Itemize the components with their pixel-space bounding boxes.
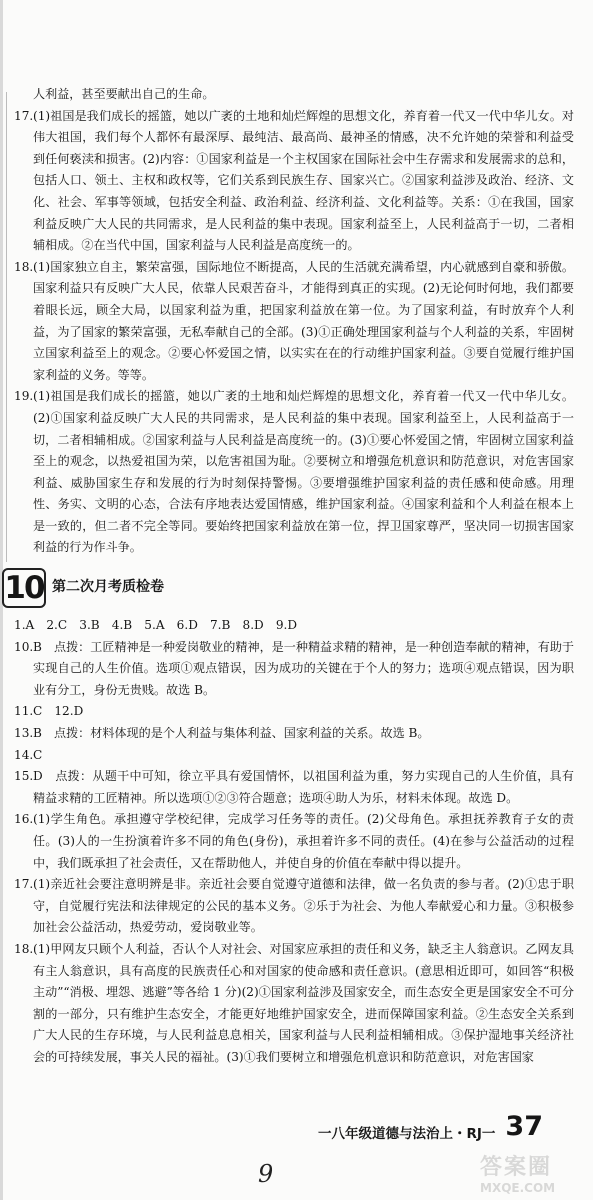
item-number: 18. <box>14 941 34 956</box>
answer-item-18b <box>14 939 574 1069</box>
item-number: 14. <box>14 747 34 762</box>
item-text: B 点拨：工匠精神是一种爱岗敬业的精神，是一种精益求精的精神，是一种创造奉献的精神，有助于实现自己的人生价值。选项①观点错误，因为成功的关键在于个人的努力；选项④观点错误，因为职业有分工，身份无贵贱。故选 B。 <box>33 639 575 697</box>
answer-item-19 <box>14 386 574 559</box>
item-number: 17. <box>14 108 34 123</box>
answer-item-18 <box>14 257 574 387</box>
answer-item-15 <box>14 766 574 809</box>
watermark-text-top: 答案圈 <box>480 1155 553 1180</box>
section-header <box>2 569 574 607</box>
item-text: B 点拨：材料体现的是个人利益与集体利益、国家利益的关系。故选 B。 <box>33 726 430 741</box>
item-number: 11. <box>14 704 34 719</box>
item-text: (1)祖国是我们成长的摇篮，她以广袤的土地和灿烂辉煌的思想文化，养育着一代又一代中华儿女。(2)①国家利益反映广大人民的共同需求，是人民利益的集中表现。国家利益至上，人民利益高于一切，二者相辅相成。②国家利益与人民利益是高度统一的。(3)①要心怀爱国之情，牢固树立国家利益至上的观念，以热爱祖国为荣，以危害祖国为耻。②要树立和增强危机意识和防范意识，对危害国家利益、威胁国家生存和发展的行为时刻保持警惕。③要增强维护国家利益的责任感和使命感。用理性、务实、文明的心态，合法有序地表达爱国情感，维护国家利益。④国家利益和个人利益在根本上是一致的，但二者不完全等同。要始终把国家利益放在第一位，捍卫国家尊严，坚决同一切损害国家利益的行为作斗争。 <box>33 389 574 555</box>
margin-rule <box>6 92 7 562</box>
item-text: C 12.D <box>33 704 84 719</box>
answer-item-17 <box>14 106 574 257</box>
item-text: (1)亲近社会要注意明辨是非。亲近社会要自觉遵守道德和法律，做一名负责的参与者。(2)①忠于职守，自觉履行宪法和法律规定的公民的基本义务。②乐于为社会、为他人奉献爱心和力量。③积极参加社会公益活动，热爱劳动，爱岗敬业等。 <box>33 877 574 935</box>
watermark-text-bottom: MXQE.COM <box>480 1181 556 1195</box>
item-number: 15. <box>14 769 34 784</box>
section-title: 第二次月考质检卷 <box>52 579 164 596</box>
item-text: (1)甲网友只顾个人利益，否认个人对社会、对国家应承担的责任和义务，缺乏主人翁意识。乙网友具有主人翁意识，具有高度的民族责任心和对国家的使命感和责任意识。(意思相近即可，如回答“积极主动”“消极、埋怨、逃避”等各给 1 分)(2)①国家利益涉及国家安全，而生态安全更是国家安全不可分割的一部分，只有维护生态安全，才能更好地维护国家安全，进而保障国家利益。②生态安全关系到广大人民的生存环境，与人民利益息息相关，国家利益与人民利益相辅相成。③保护湿地事关经济社会的可持续发展，事关人民的福祉。(3)①我们要树立和增强危机意识和防范意识，对危害国家 <box>33 941 574 1064</box>
answer-item-16 <box>14 809 574 874</box>
item-text: C <box>33 747 43 762</box>
answer-item-11 <box>14 701 574 723</box>
item-text: (1)国家独立自主，繁荣富强，国际地位不断提高，人民的生活就充满希望，内心就感到自豪和骄傲。国家利益只有反映广大人民，依靠人民艰苦奋斗，才能得到真正的实现。(2)无论何时何地，我们都要着眼长远，顾全大局，以国家利益为重，把国家利益放在第一位。为了国家利益，有时放弃个人利益，为了国家的繁荣富强，无私奉献自己的全部。(3)①正确处理国家利益与个人利益的关系，牢固树立国家利益至上的观念。②要心怀爱国之情，以实实在在的行动维护国家利益。③要自觉履行维护国家利益的义务。等等。 <box>33 259 574 382</box>
answer-item-10 <box>14 637 574 702</box>
item-text: D 点拨：从题干中可知，徐立平具有爱国情怀，以祖国利益为重，努力实现自己的人生价值，具有精益求精的工匠精神。所以选项①②③符合题意；选项④助人为乐，材料未体现。故选 D。 <box>33 769 574 805</box>
item-number: 19. <box>14 389 34 404</box>
page-number: 37 <box>505 1111 543 1142</box>
handwritten-mark: 9 <box>258 1160 274 1188</box>
item-number: 10. <box>14 639 34 654</box>
answer-list-part1 <box>14 106 574 559</box>
multiple-choice-answers: 1.A 2.C 3.B 4.B 5.A 6.D 7.B 8.D 9.D <box>14 618 298 633</box>
section-number-badge: 10 <box>2 568 46 608</box>
footer-book-label: 一八年级道德与法治上・RJ一 <box>318 1126 496 1142</box>
item-number: 16. <box>14 812 34 827</box>
item-text: (1)祖国是我们成长的摇篮，她以广袤的土地和灿烂辉煌的思想文化，养育着一代又一代中华儿女。对伟大祖国，我们每个人都怀有最深厚、最纯洁、最高尚、最神圣的情感，决不允许她的荣誉和利益受到任何亵渎和损害。(2)内容：①国家利益是一个主权国家在国际社会中生存需求和发展需求的总和，包括人口、领土、主权和政权等，它们关系到民族生存、国家兴亡。②国家利益涉及政治、经济、文化、社会、军事等领域，包括安全利益、政治利益、经济利益、文化利益等。关系：①在我国，国家利益反映广大人民的共同需求，是人民利益的集中表现。国家利益至上，人民利益高于一切，二者相辅相成。②在当代中国，国家利益与人民利益是高度统一的。 <box>33 108 574 253</box>
answer-item-13 <box>14 723 574 745</box>
page-footer <box>318 1108 578 1142</box>
item-number: 18. <box>14 259 34 274</box>
answer-item-17b <box>14 874 574 939</box>
answer-list-part2 <box>14 637 574 1069</box>
document-body <box>4 84 575 1069</box>
item-number: 13. <box>14 726 34 741</box>
watermark-logo <box>480 1150 590 1196</box>
item-text: (1)学生角色。承担遵守学校纪律，完成学习任务等的责任。(2)父母角色。承担抚养教育子女的责任。(3)人的一生扮演着许多不同的角色(身份)，承担着许多不同的责任。(4)在参与公益活动的过程中，我们既承担了社会责任，又在帮助他人，并使自身的价值在奉献中得以提升。 <box>33 812 574 870</box>
continuation-line: 人利益，甚至要献出自己的生命。 <box>33 87 215 101</box>
item-number: 17. <box>14 877 34 892</box>
answer-item-14 <box>14 745 574 767</box>
